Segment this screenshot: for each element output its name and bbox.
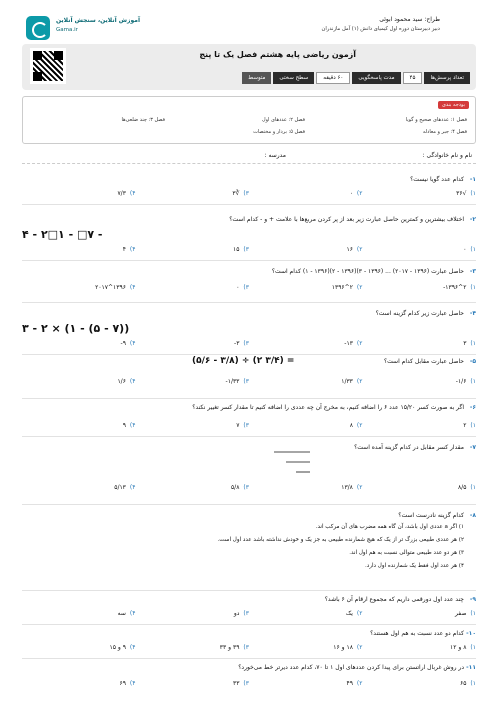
option-3[interactable]: ۳) ۱۵	[232, 246, 249, 253]
option-2[interactable]: ۲) ۱۳/۸	[341, 484, 363, 491]
exam-meta	[242, 72, 470, 84]
option-2[interactable]: ۲) ۰	[349, 190, 363, 197]
question-count-label: تعداد پرسش‌ها	[424, 72, 470, 84]
question-7	[22, 444, 476, 500]
student-info-row	[22, 150, 476, 164]
student-name-label[interactable]: نام و نام خانوادگی :	[422, 152, 472, 159]
difficulty-label: سطح سختی	[273, 72, 314, 84]
question-8	[22, 512, 476, 588]
option-3[interactable]: ۳) ∛۳	[232, 190, 249, 197]
option-2[interactable]: ۲) ۴۹	[346, 680, 363, 687]
option-4[interactable]: ۴) ۱/۶	[117, 378, 136, 385]
option-2[interactable]: ۲) یک	[345, 610, 363, 617]
option-4[interactable]: ۴) سه	[117, 610, 136, 617]
question-number: ۶-	[469, 404, 476, 411]
question-text: حاصل عبارت مقابل کدام است؟	[383, 358, 464, 365]
question-text: کدام دو عدد نسبت به هم اول هستند؟	[370, 630, 464, 637]
student-school-label[interactable]: مدرسه :	[264, 152, 286, 159]
option-2[interactable]: ۲) هر عددی طبیعی بزرگ تر از یک که هیچ شمارنده طبیعی به جز یک و خودش نداشته باشد عدد اول است.	[217, 537, 464, 543]
option-2[interactable]: ۲) ۱۸ و ۱۶	[333, 644, 363, 651]
option-3[interactable]: ۳) دو	[233, 610, 249, 617]
question-6	[22, 404, 476, 432]
question-count-value: ۴۵	[403, 72, 423, 84]
gama-logo-icon	[26, 16, 50, 40]
option-1[interactable]: ۱) √۳۶	[456, 190, 476, 197]
qr-code-icon	[30, 48, 66, 84]
option-1[interactable]: ۱) ۳	[463, 340, 476, 347]
question-expression: ۴ - ۲□۱ - □۷ -	[22, 228, 103, 241]
option-2[interactable]: ۲) ۱۳-	[344, 340, 363, 347]
question-number: ۷-	[469, 444, 476, 451]
option-4[interactable]: ۴) ۹ و ۱۵	[109, 644, 136, 651]
option-1[interactable]: ۱) اگر a عددی اول باشد، آن گاه همه مضرب های آن مرکب اند.	[315, 524, 464, 530]
option-4[interactable]: ۴) ۹	[122, 422, 136, 429]
option-4[interactable]: ۴) ۱۳۹۶^۲۰۱۷	[95, 284, 136, 291]
question-number: ۵-	[469, 358, 476, 365]
option-2[interactable]: ۲) ۸	[349, 422, 363, 429]
question-number: ۴-	[469, 310, 476, 317]
question-9	[22, 596, 476, 622]
question-number: ۱۱-	[466, 664, 476, 671]
option-4[interactable]: ۴) ۵/۱۳	[114, 484, 136, 491]
continued-fraction-graphic	[272, 440, 312, 484]
option-1[interactable]: ۱) ۲^۱۳۹۶-	[443, 284, 476, 291]
question-text: اگر به صورت کسر ۱۵/۲۰ عدد ۶ را اضافه کنیم، به مخرج آن چه عددی را اضافه کنیم تا مقدار کسر تغییر نکند؟	[192, 404, 464, 411]
option-1[interactable]: ۱) صفر	[454, 610, 476, 617]
chapter-1: فصل ۱: عددهای صحیح و گویا	[405, 117, 467, 123]
question-text: کدام گزینه نادرست است؟	[398, 512, 464, 519]
question-text: چند عدد اول دورقمی داریم که مجموع ارقام آن ۶ باشد؟	[324, 596, 464, 603]
question-10	[22, 630, 476, 656]
option-4[interactable]: ۴) ۶۹	[119, 680, 136, 687]
option-1[interactable]: ۱) ۰	[463, 246, 476, 253]
option-3[interactable]: ۳) ۰	[236, 284, 249, 291]
option-2[interactable]: ۲) ۱/۳۳	[341, 378, 363, 385]
option-4[interactable]: ۴) ۴	[122, 246, 136, 253]
question-number: ۲-	[469, 216, 476, 223]
question-text: در روش غربال اراتستن برای پیدا کردن عددهای اول ۱ تا ۷۰، کدام عدد دیرتر خط می‌خورد؟	[238, 664, 464, 671]
budget-badge: بودجه بندی	[438, 101, 469, 109]
option-3[interactable]: ۳) ۳۹ و ۳۳	[219, 644, 249, 651]
question-5	[22, 358, 476, 394]
exam-title: آزمون ریاضی پایه هشتم فصل یک تا پنج	[199, 50, 356, 59]
exam-info-band	[22, 44, 476, 90]
chapter-2: فصل ۲: عددهای اول	[261, 117, 305, 123]
question-expression: (۵/۶ - ۳/۸) ÷ (۲ ۳/۴) =	[192, 356, 295, 366]
question-text: اختلاف بیشترین و کمترین حاصل عبارت زیر بعد از پر کردن مربع‌ها با علامت + و - کدام است؟	[229, 216, 464, 223]
option-2[interactable]: ۲) ۱۶	[346, 246, 363, 253]
question-number: ۳-	[469, 268, 476, 275]
designer-name: طراح: سید محمود ابوئی	[379, 16, 440, 23]
question-number: ۱-	[469, 176, 476, 183]
option-1[interactable]: ۱) ۲	[463, 422, 476, 429]
question-text: کدام عدد گویا نیست؟	[410, 176, 464, 183]
option-1[interactable]: ۱) ۸ و ۱۲	[450, 644, 476, 651]
chapters-box	[22, 96, 476, 144]
question-number: ۱۰-	[466, 630, 476, 637]
option-4[interactable]: ۴) ۹-	[120, 340, 136, 347]
brand-site[interactable]: Gama.ir	[56, 27, 78, 33]
question-text: حاصل عبارت (۱۳۹۶ - ۲۰۱۷) ... (۱۳۹۶ - ۳)(۱۳۹۶ - ۲)(۱۳۹۶ - ۱) کدام است؟	[271, 268, 464, 275]
question-3	[22, 268, 476, 296]
brand-tagline: آموزش آنلاین، سنجش آنلاین	[56, 17, 141, 24]
option-1[interactable]: ۱) ۱/۶-	[455, 378, 476, 385]
designer-school: دبیر دبیرستان دوره اول کیمیای دانش (۱) آمل مازندران	[321, 26, 440, 32]
question-4	[22, 310, 476, 350]
question-text: مقدار کسر مقابل در کدام گزینه آمده است؟	[354, 444, 464, 451]
option-2[interactable]: ۲) ۲^۱۳۹۶	[331, 284, 363, 291]
option-4[interactable]: ۴) ۷/۳	[117, 190, 136, 197]
option-3[interactable]: ۳) ۳۳	[232, 680, 249, 687]
duration-label: مدت پاسخگویی	[352, 72, 400, 84]
question-number: ۹-	[469, 596, 476, 603]
question-11	[22, 664, 476, 692]
chapter-4: فصل ۴: جبر و معادله	[422, 129, 467, 135]
option-1[interactable]: ۱) ۸/۵	[457, 484, 476, 491]
option-3[interactable]: ۳) ۷	[236, 422, 249, 429]
question-number: ۸-	[469, 512, 476, 519]
question-expression: ۳ - ۲ × (۱ - (۵ - ۷))	[22, 322, 130, 335]
chapter-5: فصل ۵: بردار و مختصات	[253, 129, 305, 135]
option-3[interactable]: ۳) ۱/۳۳-	[225, 378, 249, 385]
page-header	[22, 12, 476, 40]
duration-value: ۶۰ دقیقه	[316, 72, 350, 84]
option-3[interactable]: ۳) هر دو عدد طبیعی متوالی نسبت به هم اول اند.	[349, 550, 464, 556]
option-3[interactable]: ۳) ۳-	[234, 340, 249, 347]
question-2	[22, 216, 476, 256]
option-3[interactable]: ۳) ۵/۸	[230, 484, 249, 491]
question-text: حاصل عبارت زیر کدام گزینه است؟	[375, 310, 464, 317]
option-4[interactable]: ۴) هر عدد اول فقط یک شمارنده اول دارد.	[364, 563, 464, 569]
chapter-3: فصل ۳: چند ضلعی‌ها	[121, 117, 165, 123]
question-1	[22, 176, 476, 200]
option-1[interactable]: ۱) ۶۵	[459, 680, 476, 687]
difficulty-value: متوسط	[242, 72, 271, 84]
